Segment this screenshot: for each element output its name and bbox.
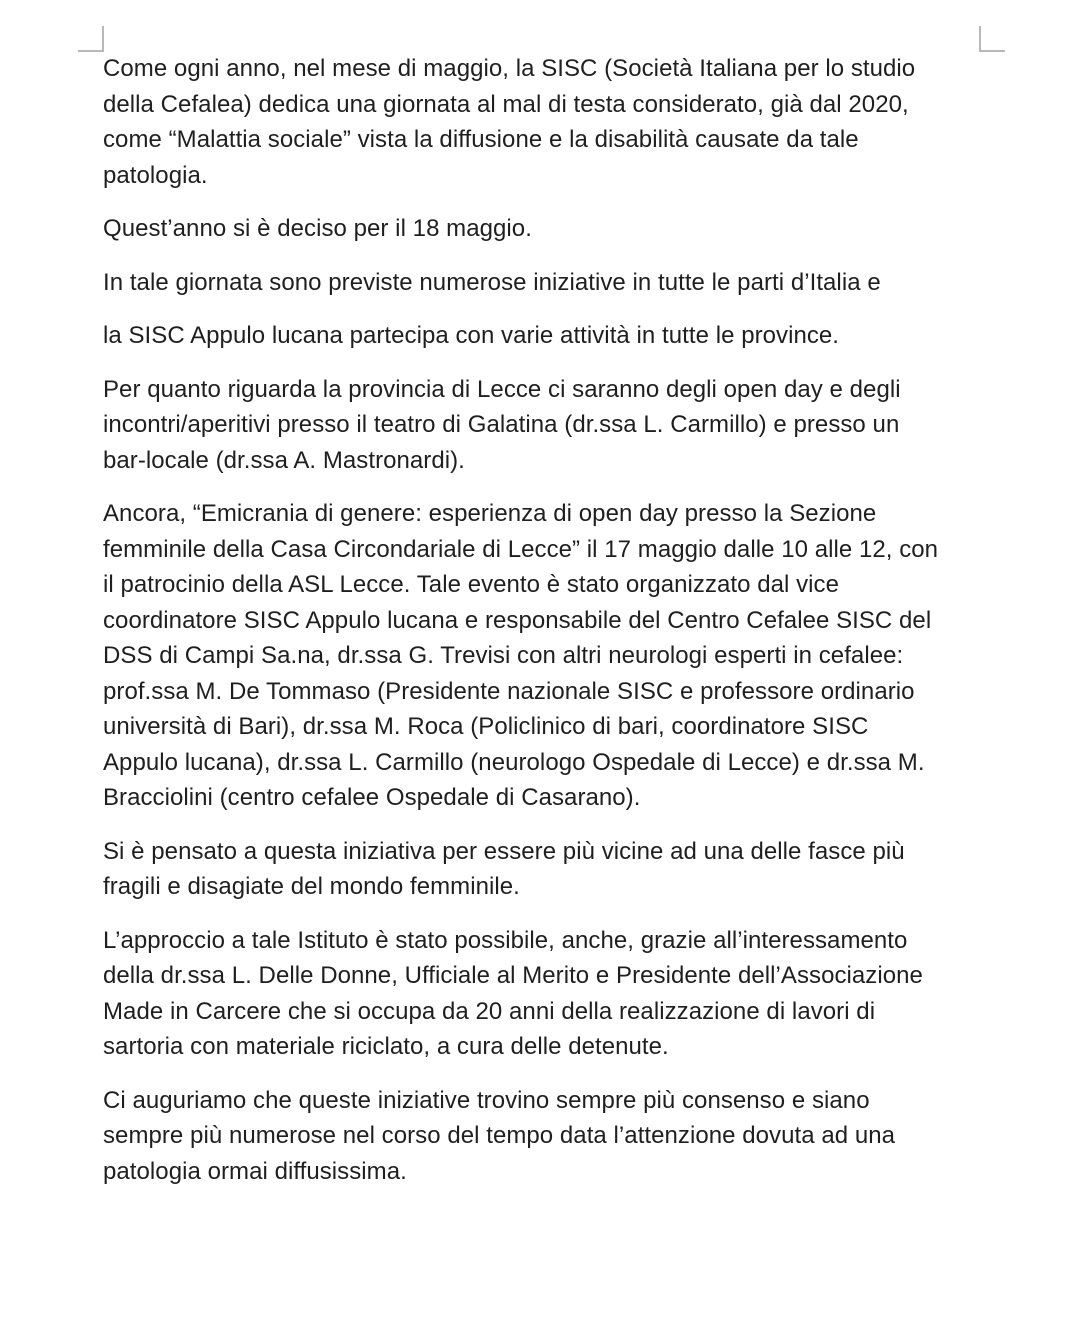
paragraph: Come ogni anno, nel mese di maggio, la SISC (Società Italiana per lo studio della Cefalea) dedica una giornata al mal di testa considerato, già dal 2020, come “Malattia sociale” vista la diffusione e la disabilità causate da tale patologia. [103, 55, 916, 189]
top-right-margin-marker [979, 26, 1005, 52]
paragraph: Quest’anno si è deciso per il 18 maggio. [103, 215, 532, 242]
paragraph: Si è pensato a questa iniziativa per essere più vicine ad una delle fasce più fragili e disagiate del mondo femminile. [103, 837, 905, 900]
paragraph: la SISC Appulo lucana partecipa con varie attività in tutte le province. [103, 322, 840, 349]
paragraph: In tale giornata sono previste numerose iniziative in tutte le parti d’Italia e [103, 268, 881, 296]
document-body [103, 51, 993, 1207]
top-left-margin-marker [78, 26, 104, 52]
paragraph: L’approccio a tale Istituto è stato possibile, anche, grazie all’interessamento della dr.ssa L. Delle Donne, Ufficiale al Merito e Presidente dell’Associazione Made in Carcere che si occupa da 20 anni della realizzazione di lavori di sartoria con materiale riciclato, a cura delle detenute. [103, 926, 923, 1060]
paragraph: Ci auguriamo che queste iniziative trovino sempre più consenso e siano sempre più numerose nel corso del tempo data l’attenzione dovuta ad una patologia ormai diffusissima. [103, 1086, 896, 1185]
paragraph: Ancora, “Emicrania di genere: esperienza di open day presso la Sezione femminile della Casa Circondariale di Lecce” il 17 maggio dalle 10 alle 12, con il patrocinio della ASL Lecce. Tale evento è stato organizzato dal vice coordinatore SISC Appulo lucana e responsabile del Centro Cefalee SISC del DSS di Campi Sa.na, dr.ssa G. Trevisi con altri neurologi esperti in cefalee: prof.ssa M. De Tommaso (Presidente nazionale SISC e professore ordinario università di Bari), dr.ssa M. Roca (Policlinico di bari, coordinatore SISC Appulo lucana), dr.ssa L. Carmillo (neurologo Ospedale di Lecce) e dr.ssa M. Bracciolini (centro cefalee Ospedale di Casarano). [103, 500, 939, 811]
paragraph: Per quanto riguarda la provincia di Lecce ci saranno degli open day e degli incontri/aperitivi presso il teatro di Galatina (dr.ssa L. Carmillo) e presso un bar-locale (dr.ssa A. Mastronardi). [103, 375, 901, 474]
